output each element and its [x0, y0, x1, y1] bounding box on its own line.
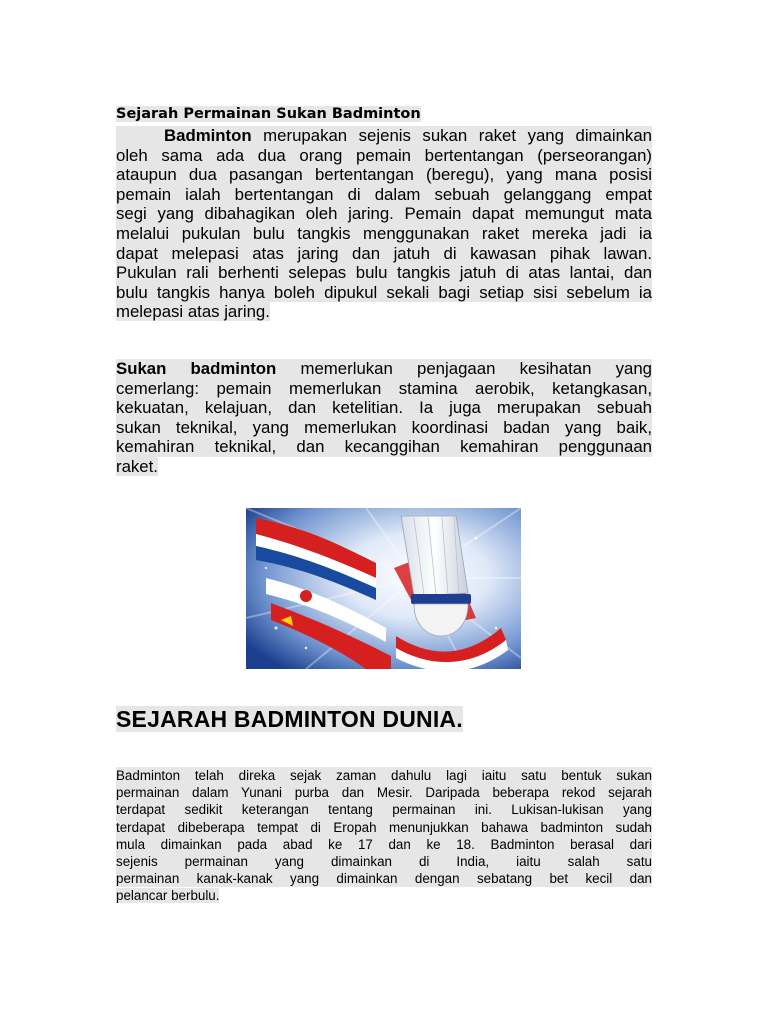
- paragraph-line: Badminton telah direka sejak zaman dahulu lagi iaitu satu bentuk sukan: [116, 768, 652, 783]
- paragraph-line: permainan dalam Yunani purba dan Mesir. Daripada beberapa rekod sejarah: [116, 785, 652, 801]
- paragraph-world-history: [116, 767, 652, 905]
- section-title: [116, 104, 421, 124]
- paragraph-line: raket.: [116, 456, 158, 476]
- bold-lead: Badminton: [164, 126, 252, 145]
- paragraph-line: Badminton merupakan sejenis sukan raket yang dimainkan: [116, 126, 652, 146]
- paragraph-line: oleh sama ada dua orang pemain bertentangan (perseorangan): [116, 145, 652, 165]
- paragraph-line: cemerlang: pemain memerlukan stamina aerobik, ketangkasan,: [116, 378, 652, 398]
- section-title-text: Sejarah Permainan Sukan Badminton: [116, 106, 421, 122]
- paragraph-line: segi yang dibahagikan oleh jaring. Pemain dapat memungut mata: [116, 204, 652, 224]
- paragraph-badminton-definition: [116, 126, 652, 322]
- paragraph-line: terdapat sedikit keterangan tentang permainan ini. Lukisan-lukisan yang: [116, 802, 652, 818]
- paragraph-line: mula dimainkan pada abad ke 17 dan ke 18. Badminton berasal dari: [116, 836, 652, 852]
- paragraph-line: melepasi atas jaring.: [116, 302, 270, 322]
- paragraph-line: kemahiran teknikal, dan kecanggihan kemahiran penggunaan: [116, 437, 652, 457]
- paragraph-line: Sukan badminton memerlukan penjagaan kesihatan yang: [116, 359, 653, 378]
- paragraph-line: sejenis permainan yang dimainkan di India, iaitu salah satu: [116, 854, 652, 870]
- bold-lead: Sukan badminton: [116, 359, 277, 378]
- paragraph-line: pelancar berbulu.: [116, 888, 220, 904]
- paragraph-line: Pukulan rali berhenti selepas bulu tangkis jatuh di atas lantai, dan: [116, 263, 652, 283]
- shuttlecock-with-flags-image: [246, 508, 521, 669]
- shuttlecock-illustration-icon: [246, 508, 521, 669]
- section-heading-text: SEJARAH BADMINTON DUNIA.: [116, 706, 463, 732]
- paragraph-line: pemain ialah bertentangan di dalam sebuah gelanggang empat: [116, 184, 652, 204]
- section-heading: [116, 705, 463, 733]
- paragraph-line: dapat melepasi atas jaring dan jatuh di kawasan pihak lawan.: [116, 243, 652, 263]
- paragraph-line: melalui pukulan bulu tangkis menggunakan raket mereka jadi ia: [116, 223, 652, 243]
- paragraph-line: bulu tangkis hanya boleh dipukul sekali bagi setiap sisi sebelum ia: [116, 282, 652, 302]
- paragraph-badminton-requirements: [116, 359, 652, 477]
- paragraph-line: terdapat dibeberapa tempat di Eropah menunjukkan bahawa badminton sudah: [116, 819, 652, 835]
- paragraph-line: ataupun dua pasangan bertentangan (beregu), yang mana posisi: [116, 165, 652, 185]
- paragraph-line: sukan teknikal, yang memerlukan koordinasi badan yang baik,: [116, 417, 652, 437]
- paragraph-line: permainan kanak-kanak yang dimainkan dengan sebatang bet kecil dan: [116, 871, 652, 887]
- paragraph-line: kekuatan, kelajuan, dan ketelitian. Ia juga merupakan sebuah: [116, 398, 652, 418]
